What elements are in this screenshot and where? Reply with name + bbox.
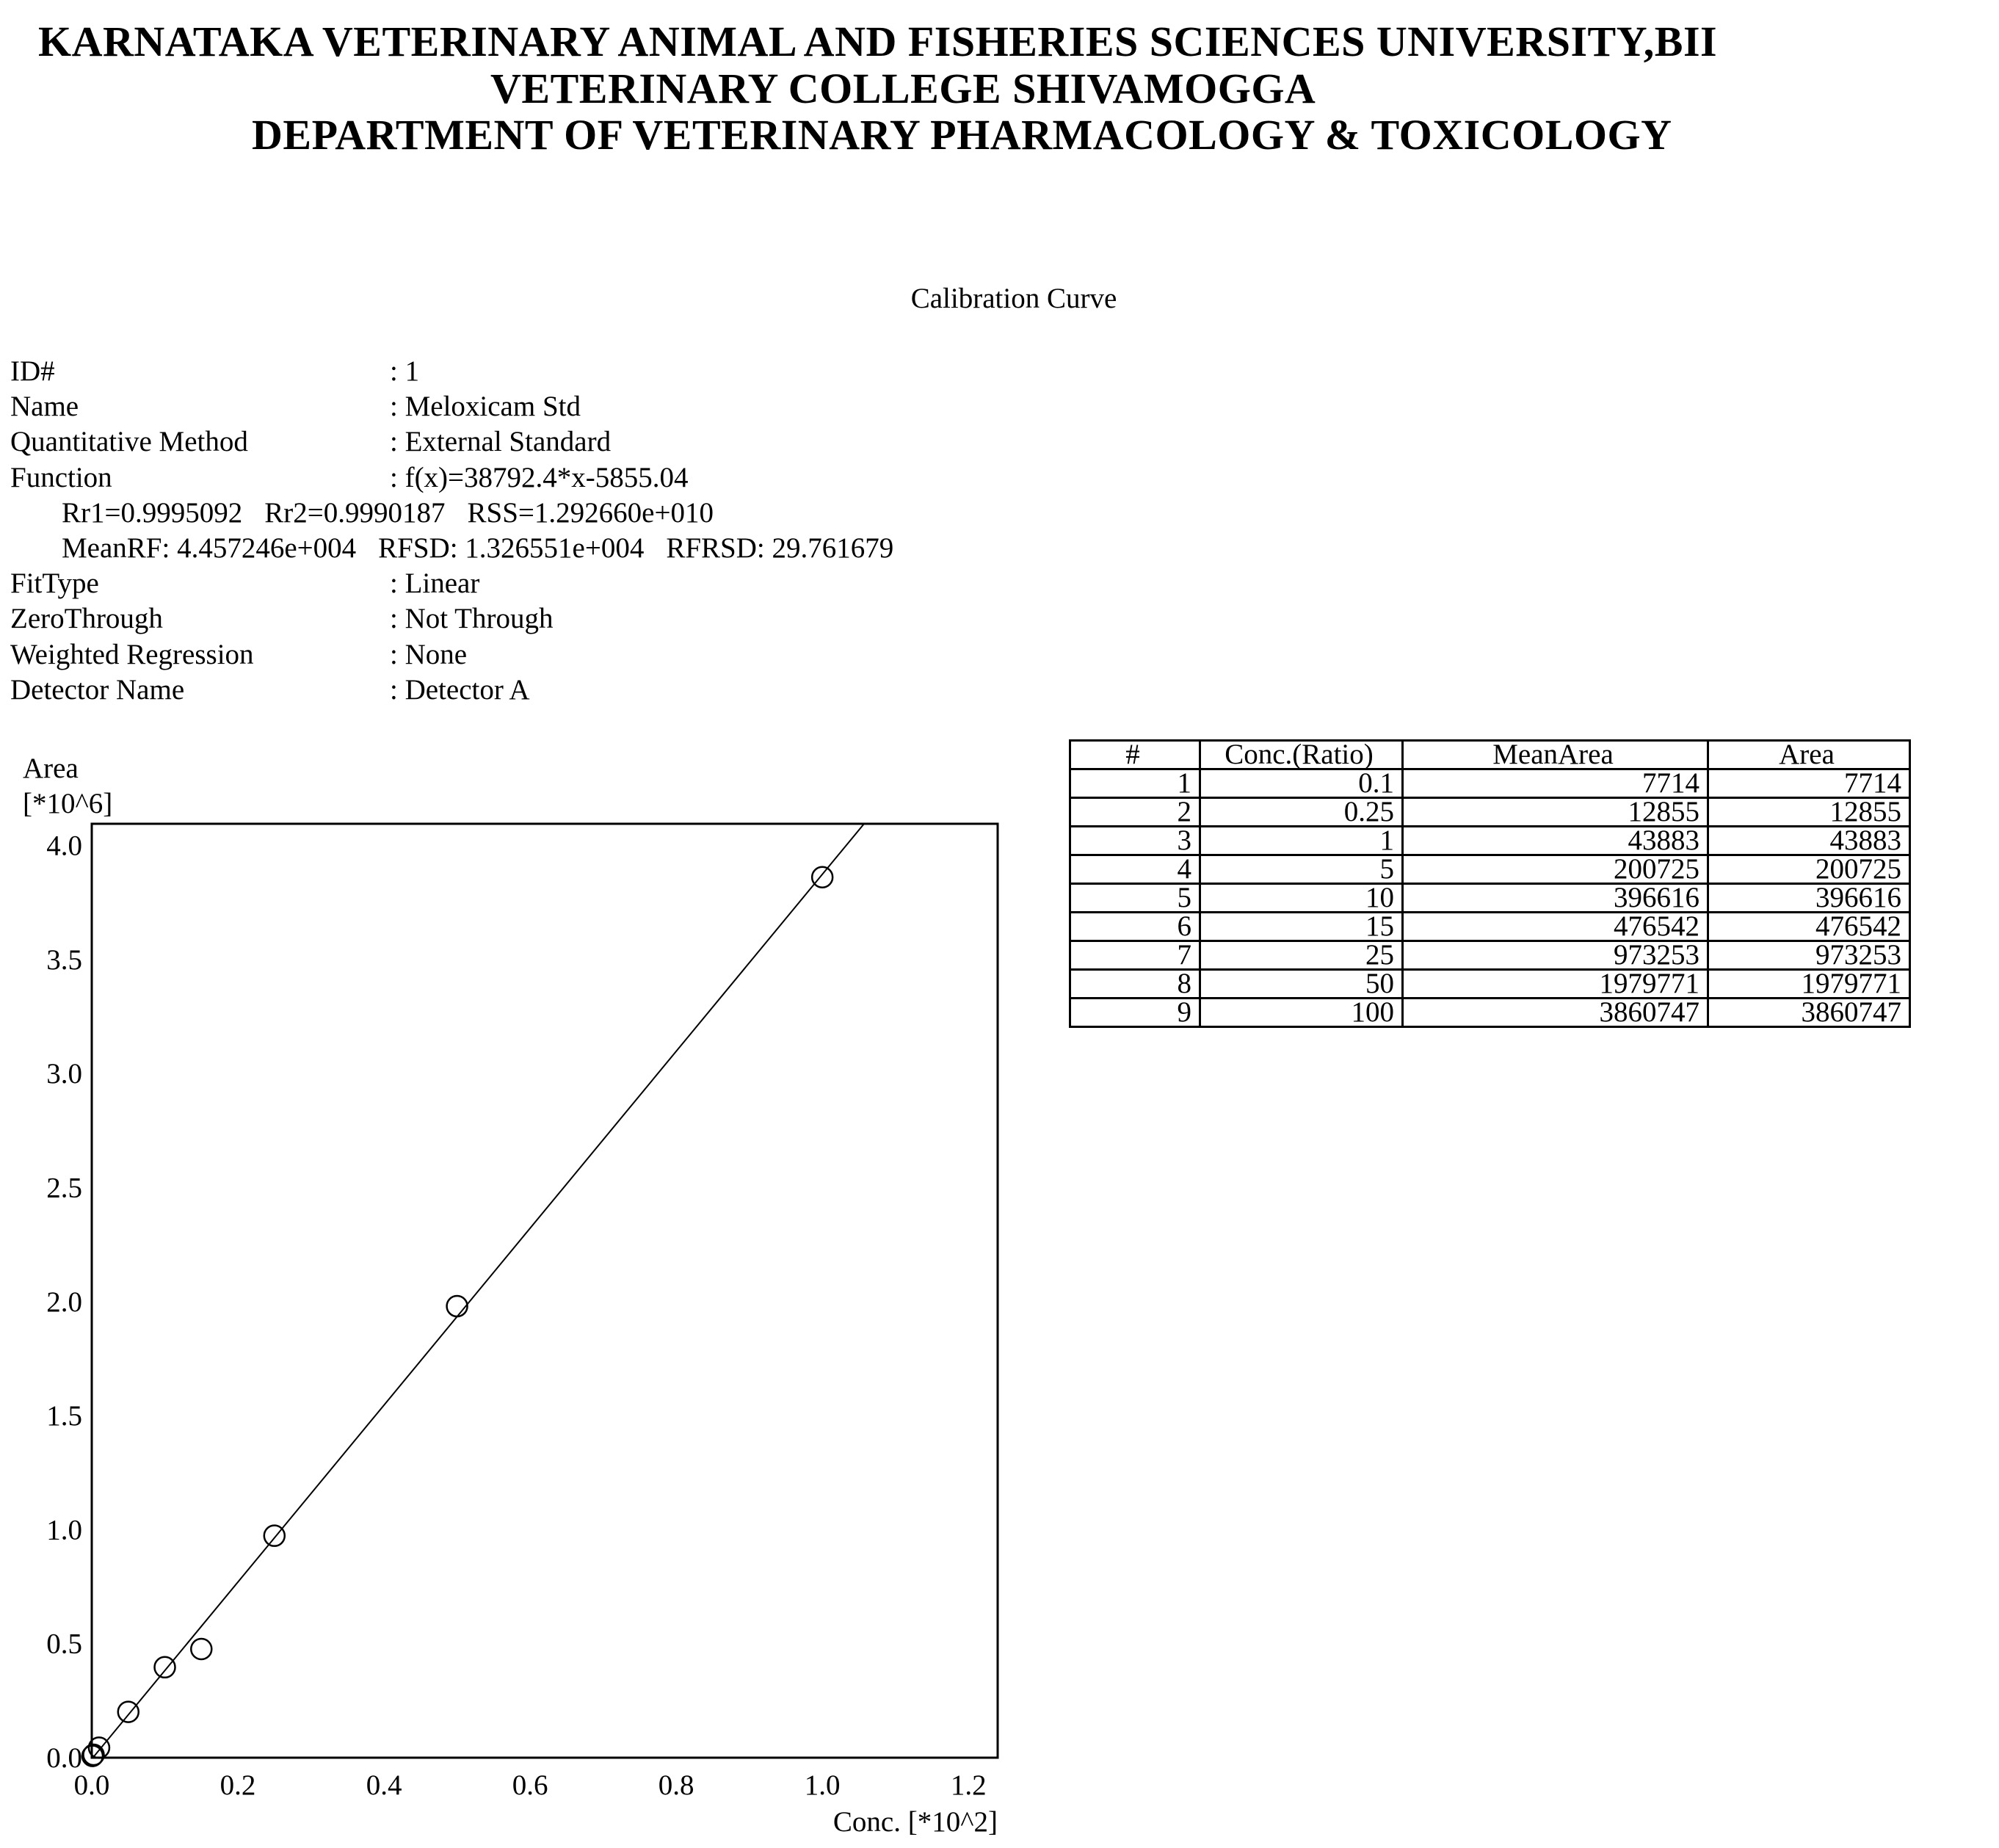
cell-meanarea: 973253	[1403, 941, 1708, 970]
cell-area: 12855	[1708, 798, 1910, 827]
report-title: Calibration Curve	[910, 283, 1117, 314]
x-tick-label: 0.6	[512, 1769, 548, 1801]
cell-conc: 25	[1200, 941, 1403, 970]
cell-area: 200725	[1708, 855, 1910, 884]
stat-rfsd: RFSD: 1.326551e+004	[378, 532, 645, 564]
info-value: : f(x)=38792.4*x-5855.04	[390, 461, 689, 493]
cell-index: 1	[1070, 769, 1200, 798]
info-label: Name	[10, 391, 79, 423]
stat-rss: RSS=1.292660e+010	[467, 496, 714, 529]
cell-area: 476542	[1708, 913, 1910, 941]
y-axis-unit: [*10^6]	[23, 788, 113, 819]
info-label: Function	[10, 461, 112, 493]
data-point	[83, 1744, 104, 1765]
col-header-meanarea: MeanArea	[1403, 741, 1708, 769]
cell-area: 396616	[1708, 884, 1910, 913]
cell-conc: 5	[1200, 855, 1403, 884]
col-header-area: Area	[1708, 741, 1910, 769]
data-point	[447, 1296, 468, 1316]
data-point	[191, 1639, 211, 1659]
x-tick-label: 0.8	[658, 1769, 694, 1801]
col-header-conc: Conc.(Ratio)	[1200, 741, 1403, 769]
cell-conc: 0.25	[1200, 798, 1403, 827]
cell-index: 8	[1070, 970, 1200, 999]
cell-conc: 0.1	[1200, 769, 1403, 798]
data-point	[118, 1702, 139, 1722]
data-point	[812, 867, 832, 888]
info-value: : Not Through	[390, 603, 554, 635]
x-tick-label: 1.0	[804, 1769, 841, 1801]
cell-index: 3	[1070, 827, 1200, 855]
cell-conc: 10	[1200, 884, 1403, 913]
x-axis-label: Conc. [*10^2]	[832, 1806, 998, 1838]
stat-meanrf: MeanRF: 4.457246e+004	[62, 532, 357, 564]
cell-index: 2	[1070, 798, 1200, 827]
data-point	[155, 1657, 175, 1678]
y-tick-label: 3.0	[46, 1058, 82, 1090]
y-tick-label: 0.5	[46, 1628, 82, 1660]
info-label: FitType	[10, 568, 99, 600]
info-value: : Linear	[390, 568, 480, 600]
cell-meanarea: 3860747	[1403, 999, 1708, 1027]
info-label: Detector Name	[10, 673, 185, 706]
cell-index: 4	[1070, 855, 1200, 884]
cell-index: 7	[1070, 941, 1200, 970]
y-tick-label: 3.5	[46, 943, 82, 976]
cell-area: 1979771	[1708, 970, 1910, 999]
info-label: ZeroThrough	[10, 603, 163, 635]
cell-area: 3860747	[1708, 999, 1910, 1027]
college-title: VETERINARY COLLEGE SHIVAMOGGA	[490, 65, 1316, 112]
university-title: KARNATAKA VETERINARY ANIMAL AND FISHERIES SCIENCES UNIVERSITY,BII	[38, 18, 1718, 65]
x-tick-label: 1.2	[950, 1769, 987, 1801]
info-label: ID#	[10, 355, 55, 387]
info-value: : External Standard	[390, 426, 612, 458]
cell-meanarea: 12855	[1403, 798, 1708, 827]
cell-conc: 15	[1200, 913, 1403, 941]
info-value: : None	[390, 638, 468, 670]
col-header-index: #	[1070, 741, 1200, 769]
x-tick-label: 0.4	[366, 1769, 402, 1801]
stat-rr2: Rr2=0.9990187	[264, 496, 446, 529]
fit-line	[93, 824, 865, 1758]
cell-conc: 50	[1200, 970, 1403, 999]
info-value: : 1	[390, 355, 420, 387]
y-tick-label: 2.0	[46, 1286, 82, 1318]
department-title: DEPARTMENT OF VETERINARY PHARMACOLOGY & TOXICOLOGY	[252, 111, 1672, 159]
info-label: Quantitative Method	[10, 426, 248, 458]
stat-rfrsd: RFRSD: 29.761679	[666, 532, 894, 564]
cell-index: 6	[1070, 913, 1200, 941]
y-tick-label: 4.0	[46, 830, 82, 862]
cell-meanarea: 200725	[1403, 855, 1708, 884]
cell-meanarea: 7714	[1403, 769, 1708, 798]
y-tick-label: 0.0	[46, 1742, 82, 1774]
y-tick-label: 1.5	[46, 1400, 82, 1432]
cell-index: 5	[1070, 884, 1200, 913]
x-tick-label: 0.0	[73, 1769, 110, 1801]
cell-index: 9	[1070, 999, 1200, 1027]
cell-area: 7714	[1708, 769, 1910, 798]
cell-meanarea: 396616	[1403, 884, 1708, 913]
plot-frame	[92, 824, 998, 1758]
cell-meanarea: 43883	[1403, 827, 1708, 855]
cell-conc: 100	[1200, 999, 1403, 1027]
data-point	[264, 1526, 285, 1546]
x-tick-label: 0.2	[220, 1769, 256, 1801]
y-tick-label: 2.5	[46, 1172, 82, 1204]
cell-meanarea: 476542	[1403, 913, 1708, 941]
cell-meanarea: 1979771	[1403, 970, 1708, 999]
cell-area: 973253	[1708, 941, 1910, 970]
info-label: Weighted Regression	[10, 638, 254, 670]
cell-area: 43883	[1708, 827, 1910, 855]
y-tick-label: 1.0	[46, 1514, 82, 1546]
info-value: : Detector A	[390, 673, 530, 706]
info-value: : Meloxicam Std	[390, 391, 581, 423]
cell-conc: 1	[1200, 827, 1403, 855]
stat-rr1: Rr1=0.9995092	[62, 496, 243, 529]
y-axis-label: Area	[23, 753, 79, 784]
